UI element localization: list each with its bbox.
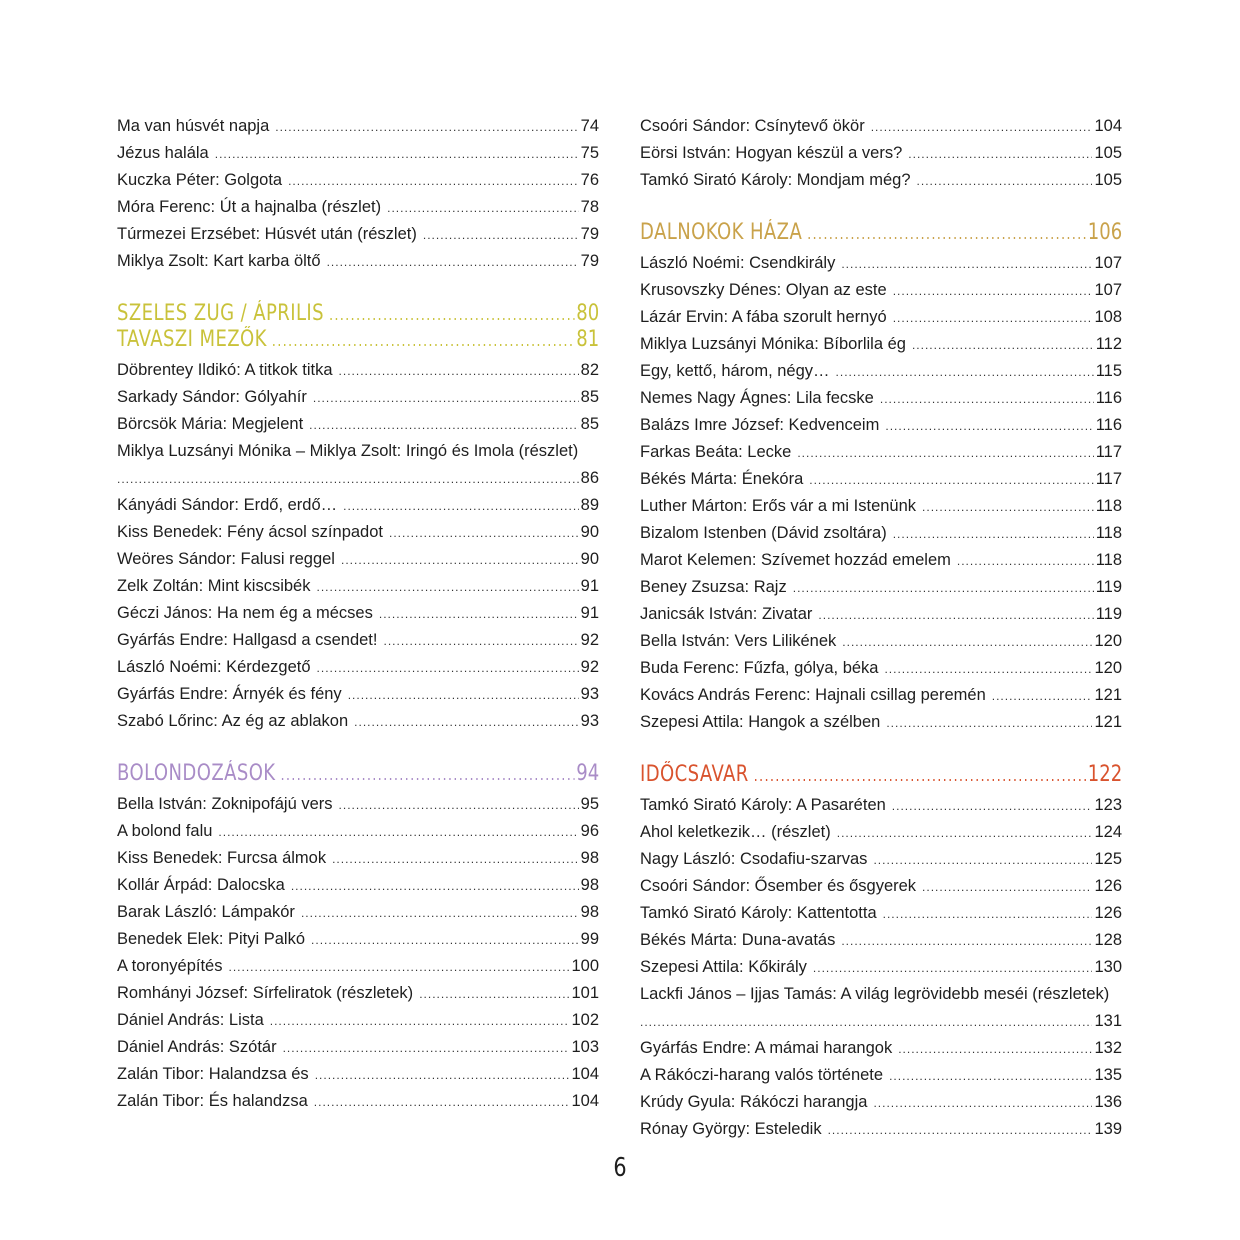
toc-entry [640,1035,1122,1062]
dot-leader [908,141,1092,168]
toc-entry-title: A Rákóczi-harang valós története [640,1066,884,1084]
toc-entry-title: Sarkady Sándor: Gólyahír [117,388,307,406]
toc-entry-title: Balázs Imre József: Kedvenceim [640,416,880,434]
toc-entry-long: Miklya Luzsányi Mónika – Miklya Zsolt: Iringó és Imola (részlet) [117,442,579,460]
toc-entry-title: Lázár Ervin: A fába szorult hernyó [640,308,887,326]
toc-entry [640,954,1122,981]
toc-entry-page: 90 [580,550,599,568]
toc-entry-title: Kiss Benedek: Furcsa álmok [117,849,327,867]
toc-entry-title: Kovács András Ferenc: Hajnali csillag peremén [640,686,986,704]
toc-entry-page: 107 [1094,254,1122,272]
dot-leader [423,222,579,249]
toc-entry-page: 75 [580,144,599,162]
toc-entry [640,250,1122,277]
dot-leader [341,547,579,574]
toc-entry-title: Géczi János: Ha nem ég a mécses [117,604,373,622]
toc-entry-title: Szepesi Attila: Hangok a szélben [640,713,881,731]
toc-entry-page: 89 [580,496,599,514]
toc-block [117,113,599,275]
toc-entry-title: Bella István: Vers Lilikének [640,632,837,650]
dot-leader [291,873,579,900]
toc-entry [117,899,599,926]
dot-leader [837,820,1093,847]
toc-entry-title: Békés Márta: Duna-avatás [640,931,836,949]
toc-block [640,792,1122,981]
toc-entry-page: 123 [1094,796,1122,814]
toc-entry [117,140,599,167]
toc-entry [117,627,599,654]
toc-entry [117,600,599,627]
toc-entry-page: 124 [1094,823,1122,841]
toc-entry-page: 102 [571,1011,599,1029]
dot-leader [327,249,579,276]
toc-entry-title: László Noémi: Kérdezgető [117,658,311,676]
toc-entry-title: Buda Ferenc: Fűzfa, gólya, béka [640,659,879,677]
section-heading-szeles-zug: SZELES ZUG / ÁPRILIS ..... 80 [117,301,599,327]
toc-entry-title: Barak László: Lámpakór [117,903,295,921]
toc-entry [117,411,599,438]
dot-leader [893,305,1093,332]
dot-leader [836,359,1094,386]
toc-entry [640,113,1122,140]
toc-entry-title: Bella István: Zoknipofájú vers [117,795,333,813]
toc-entry-title: Tamkó Sirató Károly: A Pasaréten [640,796,886,814]
toc-entry-title: Móra Ferenc: Út a hajnalba (részlet) [117,198,382,216]
dot-leader [229,954,570,981]
toc-entry-long-continuation: ..... 131 [640,1008,1122,1035]
toc-entry-title: Tamkó Sirató Károly: Mondjam még? [640,171,911,189]
dot-leader [383,628,578,655]
toc-right-column [640,113,1122,1143]
toc-entry [117,872,599,899]
toc-entry [117,194,599,221]
toc-entry-title: Gyárfás Endre: Árnyék és fény [117,685,342,703]
dot-leader [313,385,579,412]
toc-entry [640,493,1122,520]
toc-entry [640,601,1122,628]
toc-entry-title: A toronyépítés [117,957,223,975]
toc-entry-page: 119 [1095,605,1122,623]
toc-entry [117,1007,599,1034]
dot-leader [828,1117,1093,1144]
toc-entry-title: Weöres Sándor: Falusi reggel [117,550,335,568]
dot-leader [889,1063,1092,1090]
toc-entry-title: Kollár Árpád: Dalocska [117,876,285,894]
toc-entry-page: 98 [580,876,599,894]
toc-entry-long-continuation: ..... 86 [117,465,599,492]
dot-leader [912,332,1094,359]
dot-leader [317,655,579,682]
toc-entry [640,574,1122,601]
toc-entry-page: 121 [1094,686,1122,704]
toc-entry-page: 118 [1095,524,1122,542]
toc-entry-title: Bizalom Istenben (Dávid zsoltára) [640,524,887,542]
toc-entry [117,221,599,248]
toc-entry-page: 99 [580,930,599,948]
toc-entry-title: Luther Márton: Erős vár a mi Istenünk [640,497,917,515]
toc-block [640,1035,1122,1143]
toc-entry-title: Janicsák István: Zivatar [640,605,813,623]
dot-leader [841,928,1092,955]
toc-entry-page: 104 [1094,117,1122,135]
toc-entry-title: Farkas Beáta: Lecke [640,443,792,461]
dot-leader [283,1035,570,1062]
toc-entry-title: Rónay György: Esteledik [640,1120,822,1138]
toc-entry-page: 105 [1094,171,1122,189]
toc-entry [117,953,599,980]
toc-entry [117,1088,599,1115]
toc-entry-page: 100 [571,957,599,975]
toc-entry [640,819,1122,846]
toc-entry-title: Kányádi Sándor: Erdő, erdő… [117,496,338,514]
toc-entry [117,113,599,140]
toc-entry-page: 85 [580,388,599,406]
toc-entry-page: 101 [571,984,599,1002]
toc-entry [640,140,1122,167]
toc-entry-title: Szabó Lőrinc: Az ég az ablakon [117,712,349,730]
toc-entry-title: Gyárfás Endre: Hallgasd a csendet! [117,631,378,649]
toc-entry-page: 119 [1095,578,1122,596]
dot-leader [841,251,1092,278]
dot-leader [419,981,569,1008]
toc-entry-page: 126 [1094,904,1122,922]
toc-entry-title: Zalán Tibor: Halandzsa és [117,1065,309,1083]
dot-leader [275,114,578,141]
toc-entry [640,846,1122,873]
toc-entry-title: Nemes Nagy Ágnes: Lila fecske [640,389,874,407]
toc-entry-page: 92 [580,631,599,649]
toc-entry-title: Kuczka Péter: Golgota [117,171,283,189]
toc-entry-page: 116 [1095,416,1122,434]
dot-leader [842,629,1092,656]
dot-leader [354,709,578,736]
toc-entry [117,167,599,194]
toc-entry-page: 79 [580,225,599,243]
dot-leader [389,520,579,547]
dot-leader [316,574,578,601]
toc-entry-page: 91 [580,604,599,622]
toc-entry [640,1062,1122,1089]
toc-entry-title: Dániel András: Szótár [117,1038,277,1056]
toc-entry [640,439,1122,466]
dot-leader [332,846,579,873]
toc-entry [640,655,1122,682]
toc-entry-title: Jézus halála [117,144,209,162]
toc-entry [640,331,1122,358]
toc-entry-title: Ma van húsvét napja [117,117,270,135]
toc-entry [117,845,599,872]
dot-leader [873,1090,1092,1117]
dot-leader [883,901,1093,928]
dot-leader [818,602,1093,629]
toc-entry [117,654,599,681]
toc-entry [117,708,599,735]
toc-entry-page: 96 [580,822,599,840]
dot-leader [898,1036,1092,1063]
page-number: 6 [613,1153,627,1183]
dot-leader [873,847,1092,874]
toc-entry-page: 118 [1095,497,1122,515]
dot-leader [311,927,579,954]
toc-entry [640,709,1122,736]
toc-entry [117,573,599,600]
toc-entry-title: Nagy László: Csodafiu-szarvas [640,850,868,868]
toc-left-column [117,113,599,1115]
dot-leader [893,521,1094,548]
toc-entry-title: Csoóri Sándor: Csínytevő ökör [640,117,865,135]
toc-entry-page: 132 [1094,1039,1122,1057]
toc-entry-page: 107 [1094,281,1122,299]
toc-entry [640,466,1122,493]
toc-entry-title: Benedek Elek: Pityi Palkó [117,930,306,948]
dot-leader [339,358,579,385]
section-heading-dalnokok-haza: DALNOKOK HÁZA ..... 106 [640,220,1122,246]
dot-leader [880,386,1094,413]
toc-entry [640,792,1122,819]
toc-block [640,250,1122,736]
toc-entry [640,304,1122,331]
toc-entry-title: Tamkó Sirató Károly: Kattentotta [640,904,877,922]
toc-entry [117,1034,599,1061]
toc-entry [640,520,1122,547]
toc-entry-page: 93 [580,685,599,703]
toc-entry-page: 117 [1095,470,1122,488]
toc-block [117,357,599,438]
toc-entry-page: 135 [1094,1066,1122,1084]
toc-entry [640,628,1122,655]
toc-entry-title: Kiss Benedek: Fény ácsol színpadot [117,523,383,541]
dot-leader [893,278,1093,305]
toc-entry [640,277,1122,304]
section-heading-bolondozasok: BOLONDOZÁSOK ..... 94 [117,761,599,787]
toc-entry-page: 93 [580,712,599,730]
toc-entry [117,791,599,818]
toc-entry-page: 117 [1095,443,1122,461]
toc-entry-title: Krúdy Gyula: Rákóczi harangja [640,1093,868,1111]
toc-entry-title: Miklya Zsolt: Kart karba öltő [117,252,321,270]
toc-entry-title: A bolond falu [117,822,213,840]
dot-leader [886,710,1092,737]
toc-entry-page: 91 [580,577,599,595]
toc-entry-title: Miklya Luzsányi Mónika: Bíborlila ég [640,335,906,353]
toc-entry-page: 120 [1094,632,1122,650]
dot-leader [884,656,1092,683]
toc-entry-page: 105 [1094,144,1122,162]
toc-block [117,791,599,1115]
toc-entry-title: Zelk Zoltán: Mint kiscsibék [117,577,311,595]
toc-entry-title: Beney Zsuzsa: Rajz [640,578,787,596]
toc-entry [117,519,599,546]
toc-entry-long: Lackfi János – Ijjas Tamás: A világ legrövidebb meséi (részletek) [640,985,1110,1003]
toc-entry [117,980,599,1007]
toc-entry [117,384,599,411]
toc-entry-page: 79 [580,252,599,270]
toc-entry-page: 116 [1095,389,1122,407]
toc-entry-title: Egy, kettő, három, négy… [640,362,830,380]
dot-leader [917,168,1093,195]
toc-entry [640,1089,1122,1116]
dot-leader [809,467,1093,494]
toc-entry-page: 95 [580,795,599,813]
toc-entry [640,358,1122,385]
dot-leader [301,900,579,927]
dot-leader [270,1008,570,1035]
toc-entry-page: 74 [580,117,599,135]
dot-leader [379,601,579,628]
dot-leader [288,168,579,195]
toc-entry [640,682,1122,709]
toc-entry-title: Zalán Tibor: És halandzsa [117,1092,308,1110]
toc-entry-title: Dániel András: Lista [117,1011,264,1029]
toc-entry [117,357,599,384]
toc-entry [640,873,1122,900]
toc-entry-page: 120 [1094,659,1122,677]
toc-entry-page: 115 [1095,362,1122,380]
toc-entry [117,818,599,845]
dot-leader [343,493,579,520]
toc-entry-page: 104 [571,1092,599,1110]
toc-entry-page: 108 [1094,308,1122,326]
toc-entry-page: 85 [580,415,599,433]
toc-entry [640,1116,1122,1143]
toc-entry-page: 126 [1094,877,1122,895]
toc-entry-page: 118 [1095,551,1122,569]
toc-entry [640,385,1122,412]
dot-leader [892,793,1093,820]
dot-leader [957,548,1094,575]
dot-leader [314,1089,570,1116]
toc-entry-title: Döbrentey Ildikó: A titkok titka [117,361,333,379]
toc-entry-page: 103 [571,1038,599,1056]
dot-leader [309,412,578,439]
toc-entry-page: 139 [1094,1120,1122,1138]
toc-entry [640,412,1122,439]
dot-leader [885,413,1093,440]
toc-entry [117,248,599,275]
toc-entry-title: Békés Márta: Énekóra [640,470,804,488]
toc-entry [117,492,599,519]
dot-leader [348,682,579,709]
toc-entry [640,900,1122,927]
toc-entry-page: 128 [1094,931,1122,949]
dot-leader [218,819,578,846]
dot-leader [315,1062,570,1089]
toc-entry-page: 125 [1094,850,1122,868]
dot-leader [922,874,1092,901]
dot-leader [215,141,579,168]
dot-leader [339,792,579,819]
toc-entry-page: 92 [580,658,599,676]
toc-entry-page: 136 [1094,1093,1122,1111]
toc-entry [640,167,1122,194]
dot-leader [992,683,1093,710]
toc-entry [117,546,599,573]
toc-entry-title: Csoóri Sándor: Ősember és ősgyerek [640,877,917,895]
toc-entry-page: 104 [571,1065,599,1083]
dot-leader [793,575,1094,602]
toc-block [640,113,1122,194]
toc-entry-title: Túrmezei Erzsébet: Húsvét után (részlet) [117,225,417,243]
toc-entry-page: 130 [1094,958,1122,976]
toc-entry [117,1061,599,1088]
toc-entry-page: 76 [580,171,599,189]
toc-entry-title: Marot Kelemen: Szívemet hozzád emelem [640,551,951,569]
toc-entry-title: Gyárfás Endre: A mámai harangok [640,1039,893,1057]
dot-leader [871,114,1093,141]
toc-entry-title: Romhányi József: Sírfeliratok (részletek) [117,984,414,1002]
toc-entry-page: 112 [1095,335,1122,353]
toc-entry-title: Börcsök Mária: Megjelent [117,415,304,433]
toc-entry-page: 98 [580,849,599,867]
toc-entry-page: 90 [580,523,599,541]
dot-leader [797,440,1093,467]
section-heading-tavaszi-mezok: TAVASZI MEZŐK ..... 81 [117,327,599,353]
toc-entry-page: 78 [580,198,599,216]
toc-entry-title: László Noémi: Csendkirály [640,254,836,272]
toc-entry [117,926,599,953]
toc-entry-page: 82 [580,361,599,379]
toc-entry-page: 98 [580,903,599,921]
toc-entry-title: Szepesi Attila: Kőkirály [640,958,807,976]
toc-entry-title: Ahol keletkezik… (részlet) [640,823,831,841]
toc-entry [117,681,599,708]
toc-entry [640,927,1122,954]
section-heading-idocsavar: IDŐCSAVAR ..... 122 [640,762,1122,788]
dot-leader [387,195,579,222]
toc-entry-title: Eörsi István: Hogyan készül a vers? [640,144,903,162]
toc-entry-page: 121 [1094,713,1122,731]
toc-entry [640,547,1122,574]
toc-entry-title: Krusovszky Dénes: Olyan az este [640,281,887,299]
dot-leader [922,494,1094,521]
toc-block [117,492,599,735]
dot-leader [813,955,1093,982]
